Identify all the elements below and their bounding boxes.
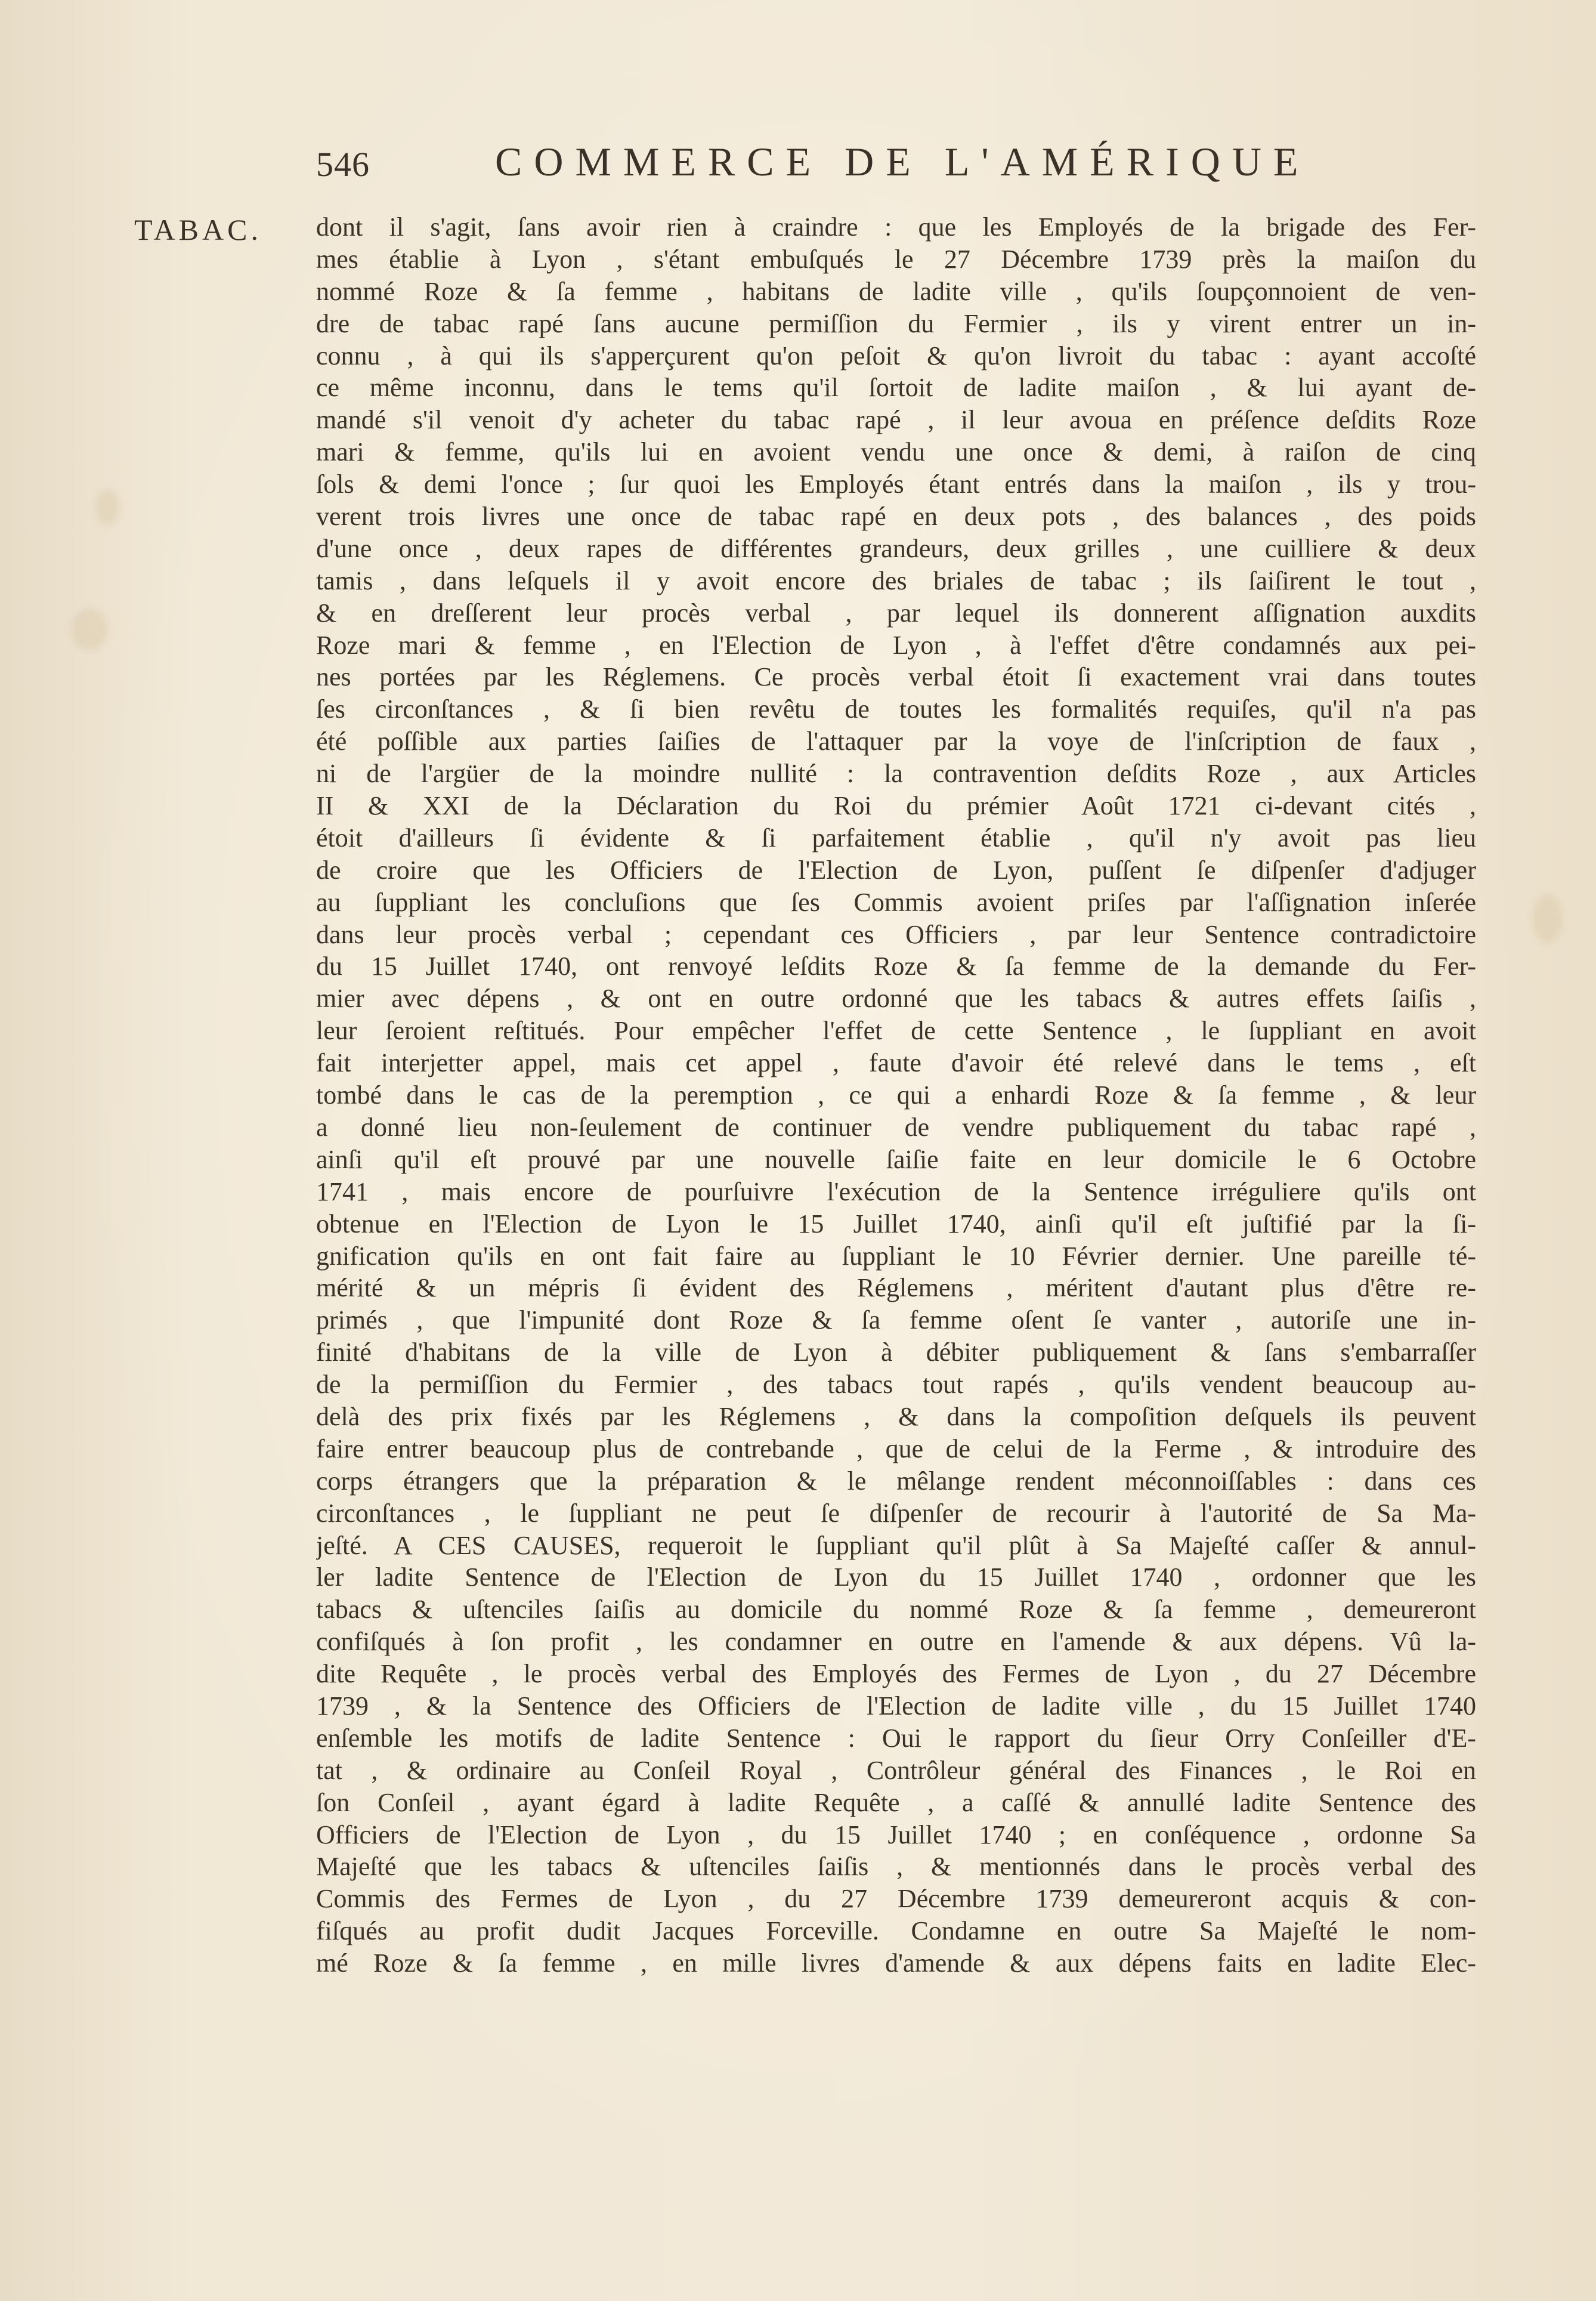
- text-line: étoit d'ailleurs ſi évidente & ſi parfaitement établie , qu'il n'y avoit pas lieu: [316, 823, 1476, 853]
- text-line: obtenue en l'Election de Lyon le 15 Juillet 1740, ainſi qu'il eſt juſtifié par la ſi-: [316, 1209, 1476, 1238]
- text-line: leur ſeroient reſtitués. Pour empêcher l'effet de cette Sentence , le ſuppliant en avoit: [316, 1016, 1476, 1046]
- text-line: mérité & un mépris ſi évident des Réglemens , méritent d'autant plus d'être re-: [316, 1273, 1476, 1303]
- text-line: Officiers de l'Election de Lyon , du 15 Juillet 1740 ; en conſéquence , ordonne Sa: [316, 1820, 1476, 1849]
- text-line: corps étrangers que la préparation & le mêlange rendent méconnoiſſables : dans ces: [316, 1466, 1476, 1496]
- text-line: tabacs & uſtenciles ſaiſis au domicile du nommé Roze & ſa femme , demeureront: [316, 1595, 1476, 1624]
- text-line: finité d'habitans de la ville de Lyon à débiter publiquement & ſans s'embarraſſer: [316, 1338, 1476, 1367]
- text-line: tamis , dans leſquels il y avoit encore des briales de tabac ; ils ſaiſirent le tout ,: [316, 566, 1476, 595]
- text-line: ler ladite Sentence de l'Election de Lyon du 15 Juillet 1740 , ordonner que les: [316, 1562, 1476, 1592]
- text-line: primés , que l'impunité dont Roze & ſa femme oſent ſe vanter , autoriſe une in-: [316, 1305, 1476, 1335]
- text-line: de la permiſſion du Fermier , des tabacs tout rapés , qu'ils vendent beaucoup au-: [316, 1370, 1476, 1400]
- text-line: dre de tabac rapé ſans aucune permiſſion du Fermier , ils y virent entrer un in-: [316, 308, 1476, 338]
- text-line: ni de l'argüer de la moindre nullité : la contravention deſdits Roze , aux Articles: [316, 759, 1476, 789]
- running-title: COMMERCE DE L'AMÉRIQUE: [495, 139, 1310, 184]
- text-line: jeſté. A CES CAUSES, requeroit le ſuppliant qu'il plût à Sa Majeſté caſſer & annul-: [316, 1530, 1476, 1560]
- text-line: nes portées par les Réglemens. Ce procès verbal étoit ſi exactement vrai dans toutes: [316, 662, 1476, 692]
- text-line: mes établie à Lyon , s'étant embuſqués le 27 Décembre 1739 près la maiſon du: [316, 244, 1476, 274]
- paper-stain: [95, 489, 119, 525]
- text-line: 1741 , mais encore de pourſuivre l'exécution de la Sentence irréguliere qu'ils ont: [316, 1176, 1476, 1206]
- text-line: fiſqués au profit dudit Jacques Forceville. Condamne en outre Sa Majeſté le nom-: [316, 1916, 1476, 1946]
- paper-stain: [72, 609, 107, 650]
- text-line: circonſtances , le ſuppliant ne peut ſe diſpenſer de recourir à l'autorité de Sa Ma-: [316, 1498, 1476, 1528]
- text-line: mier avec dépens , & ont en outre ordonné que les tabacs & autres effets ſaiſis ,: [316, 984, 1476, 1014]
- text-line: tat , & ordinaire au Conſeil Royal , Contrôleur général des Finances , le Roi en: [316, 1755, 1476, 1785]
- text-line: ſols & demi l'once ; ſur quoi les Employés étant entrés dans la maiſon , ils y trou-: [316, 470, 1476, 499]
- body-text: [316, 211, 1476, 1979]
- text-line: connu , à qui ils s'apperçurent qu'on peſoit & qu'on livroit du tabac : ayant accoſté: [316, 341, 1476, 370]
- text-line: ſes circonſtances , & ſi bien revêtu de toutes les formalités requiſes, qu'il n'a pas: [316, 694, 1476, 724]
- text-line: au ſuppliant les concluſions que ſes Commis avoient priſes par l'aſſignation inſerée: [316, 887, 1476, 917]
- text-line: dans leur procès verbal ; cependant ces Officiers , par leur Sentence contradictoire: [316, 919, 1476, 949]
- text-line: confiſqués à ſon profit , les condamner en outre en l'amende & aux dépens. Vû la-: [316, 1627, 1476, 1657]
- text-line: & en dreſſerent leur procès verbal , par lequel ils donnerent aſſignation auxdits: [316, 598, 1476, 628]
- text-line: d'une once , deux rapes de différentes grandeurs, deux grilles , une cuilliere & deux: [316, 533, 1476, 563]
- text-line: delà des prix fixés par les Réglemens , & dans la compoſition deſquels ils peuvent: [316, 1401, 1476, 1431]
- text-line: tombé dans le cas de la peremption , ce qui a enhardi Roze & ſa femme , & leur: [316, 1080, 1476, 1110]
- text-line: de croire que les Officiers de l'Election de Lyon, puſſent ſe diſpenſer d'adjuger: [316, 855, 1476, 885]
- text-line: du 15 Juillet 1740, ont renvoyé leſdits Roze & ſa femme de la demande du Fer-: [316, 952, 1476, 981]
- text-line: a donné lieu non-ſeulement de continuer de vendre publiquement du tabac rapé ,: [316, 1112, 1476, 1142]
- text-line: Majeſté que les tabacs & uſtenciles ſaiſis , & mentionnés dans le procès verbal des: [316, 1852, 1476, 1882]
- text-line: mé Roze & ſa femme , en mille livres d'amende & aux dépens faits en ladite Elec-: [316, 1948, 1476, 1978]
- text-line: ce même inconnu, dans le tems qu'il ſortoit de ladite maiſon , & lui ayant de-: [316, 373, 1476, 403]
- paper-stain: [1533, 895, 1563, 943]
- text-line: enſemble les motifs de ladite Sentence : Oui le rapport du ſieur Orry Conſeiller d'E-: [316, 1723, 1476, 1753]
- text-line: II & XXI de la Déclaration du Roi du prémier Août 1721 ci-devant cités ,: [316, 791, 1476, 821]
- text-line: mandé s'il venoit d'y acheter du tabac rapé , il leur avoua en préſence deſdits Roze: [316, 405, 1476, 435]
- text-line: 1739 , & la Sentence des Officiers de l'Election de ladite ville , du 15 Juillet 1740: [316, 1691, 1476, 1721]
- page-number: 546: [316, 145, 370, 184]
- margin-note: TABAC.: [134, 213, 262, 246]
- text-line: ſon Conſeil , ayant égard à ladite Requête , a caſſé & annullé ladite Sentence des: [316, 1787, 1476, 1817]
- text-line: Commis des Fermes de Lyon , du 27 Décembre 1739 demeureront acquis & con-: [316, 1884, 1476, 1914]
- text-line: dont il s'agit, ſans avoir rien à craindre : que les Employés de la brigade des Fer-: [316, 212, 1476, 242]
- text-line: verent trois livres une once de tabac rapé en deux pots , des balances , des poids: [316, 502, 1476, 532]
- text-line: été poſſible aux parties ſaiſies de l'attaquer par la voye de l'inſcription de faux ,: [316, 727, 1476, 756]
- text-line: mari & femme, qu'ils lui en avoient vendu une once & demi, à raiſon de cinq: [316, 437, 1476, 467]
- text-line: faire entrer beaucoup plus de contrebande , que de celui de la Ferme , & introduire des: [316, 1434, 1476, 1463]
- text-line: dite Requête , le procès verbal des Employés des Fermes de Lyon , du 27 Décembre: [316, 1659, 1476, 1689]
- text-line: ainſi qu'il eſt prouvé par une nouvelle ſaiſie faite en leur domicile le 6 Octobre: [316, 1144, 1476, 1174]
- text-line: Roze mari & femme , en l'Election de Lyon , à l'effet d'être condamnés aux pei-: [316, 630, 1476, 660]
- text-line: gnification qu'ils en ont fait faire au ſuppliant le 10 Février dernier. Une pareille té-: [316, 1241, 1476, 1271]
- text-line: fait interjetter appel, mais cet appel , faute d'avoir été relevé dans le tems , eſt: [316, 1048, 1476, 1078]
- text-line: nommé Roze & ſa femme , habitans de ladite ville , qu'ils ſoupçonnoient de ven-: [316, 276, 1476, 306]
